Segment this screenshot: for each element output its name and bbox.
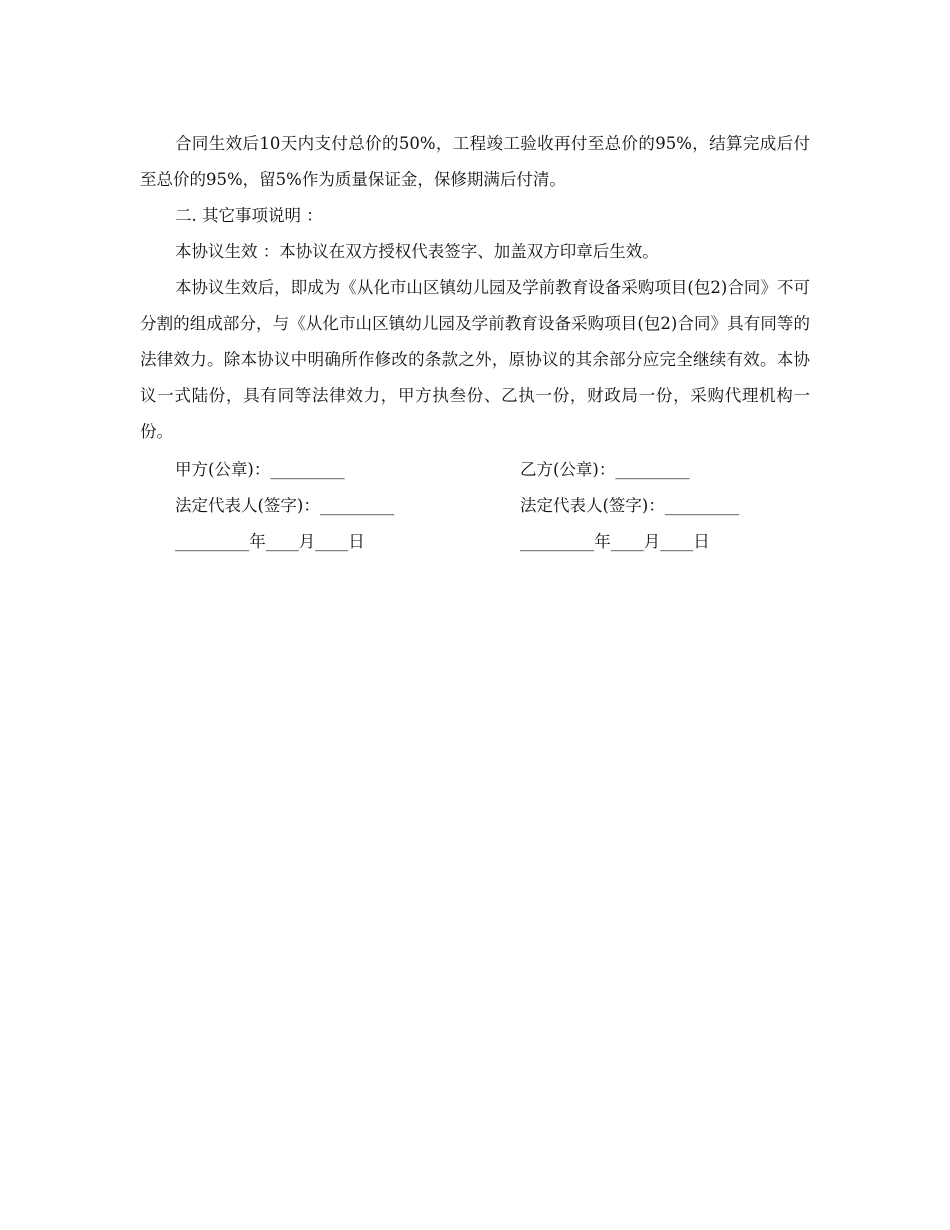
representative-row	[140, 488, 810, 524]
party-a-representative-field: 法定代表人(签字)：_________	[175, 496, 395, 515]
party-a-date-field: _________年____月____日	[175, 532, 365, 551]
section-heading-other-matters: 二. 其它事项说明 ：	[175, 206, 323, 225]
party-b-seal-field: 乙方(公章)：_________	[520, 460, 690, 479]
signature-block	[140, 452, 810, 560]
seal-row	[140, 452, 810, 488]
party-b-representative-field: 法定代表人(签字)：_________	[520, 496, 740, 515]
legal-effect-paragraph: 本协议生效后，即成为《从化市山区镇幼儿园及学前教育设备采购项目(包2)合同》不可分割的组成部分，与《从化市山区镇幼儿园及学前教育设备采购项目(包2)合同》具有同等的法律效力。除本协议中明确所作修改的条款之外，原协议的其余部分应完全继续有效。本协议一式陆份，具有同等法律效力，甲方执叁份、乙执一份，财政局一份，采购代理机构一份。	[140, 278, 810, 441]
party-b-date-field: _________年____月____日	[520, 532, 710, 551]
effectiveness-paragraph: 本协议生效 ：本协议在双方授权代表签字、加盖双方印章后生效。	[175, 242, 659, 261]
date-row	[140, 524, 810, 560]
document-body	[140, 126, 810, 450]
payment-terms-paragraph: 合同生效后10天内支付总价的50%，工程竣工验收再付至总价的95%，结算完成后付至总价的95%，留5%作为质量保证金，保修期满后付清。	[140, 134, 810, 189]
party-a-seal-field: 甲方(公章)：_________	[175, 460, 345, 479]
